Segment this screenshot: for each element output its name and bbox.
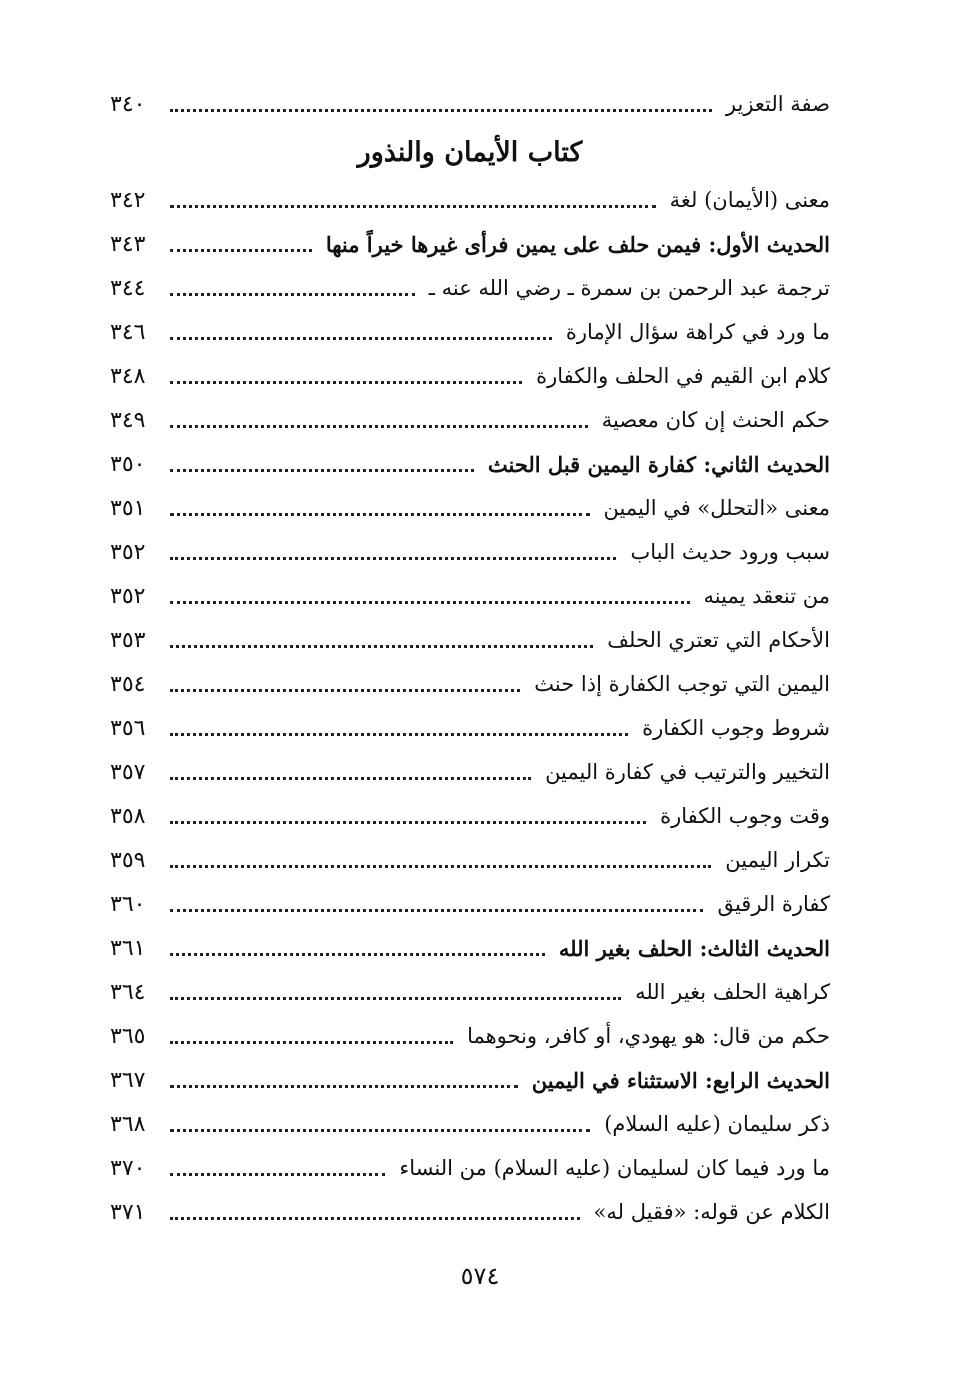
leader-dots [170,557,616,560]
toc-entry [110,398,830,442]
toc-entry-title: وقت وجوب الكفارة [660,804,830,828]
toc-entry [110,310,830,354]
toc-entry [110,1014,830,1058]
toc-entry-page: ٣٥١ [110,495,146,521]
toc-entry-page: ٣٥٦ [110,715,146,741]
toc-entry-title: التخيير والترتيب في كفارة اليمين [545,760,830,784]
toc-entry [110,838,830,882]
toc-entry [110,926,830,970]
toc-entry-page: ٣٥٤ [110,671,146,697]
toc-entry-page: ٣٦٨ [110,1111,146,1137]
toc-entry [110,1190,830,1234]
toc-entry-page: ٣٥٨ [110,803,146,829]
toc-entry [110,1146,830,1190]
toc-entry [110,1102,830,1146]
toc-entry-title: سبب ورود حديث الباب [630,540,830,564]
leader-dots [170,733,628,736]
toc-entry-page: ٣٦٤ [110,979,146,1005]
toc-entry-page: ٣٥٠ [110,451,146,477]
toc-entry [110,1058,830,1102]
toc-entry [110,970,830,1014]
toc-entry [110,530,830,574]
leader-dots [170,109,712,112]
toc-entry-page: ٣٧١ [110,1199,146,1225]
leader-dots [170,381,522,384]
toc-entry-title: الأحكام التي تعتري الحلف [607,628,830,652]
leader-dots [170,777,531,780]
leader-dots [170,953,545,956]
leader-dots [170,909,703,912]
toc-entry-title: الحديث الثاني: كفارة اليمين قبل الحنث [487,451,830,477]
toc-entry [110,662,830,706]
toc-entry-title: من تنعقد يمينه [703,584,830,608]
toc-entry-title: حكم الحنث إن كان معصية [601,408,830,432]
leader-dots [170,865,711,868]
toc-entry-title: اليمين التي توجب الكفارة إذا حنث [534,672,830,696]
table-of-contents [110,82,830,1234]
toc-entry-page: ٣٤٤ [110,275,146,301]
toc-entry [110,222,830,266]
toc-entry [110,574,830,618]
leader-dots [170,293,415,296]
toc-entry [110,750,830,794]
toc-entry-page: ٣٥٢ [110,539,146,565]
leader-dots [170,1041,453,1044]
leader-dots [170,1217,580,1220]
toc-entry [110,354,830,398]
toc-entry-page: ٣٥٩ [110,847,146,873]
leader-dots [170,601,690,604]
toc-entry-page: ٣٤٩ [110,407,146,433]
toc-entry-top [110,82,830,126]
leader-dots [170,205,656,208]
leader-dots [170,513,590,516]
section-heading: كتاب الأيمان والنذور [357,136,583,168]
toc-entry-title: الحديث الثالث: الحلف بغير الله [558,935,830,961]
toc-entry-page: ٣٤٠ [110,91,146,117]
toc-entry-title: صفة التعزير [725,92,830,116]
toc-entry-page: ٣٤٦ [110,319,146,345]
toc-entry-page: ٣٦٧ [110,1067,146,1093]
toc-entry-page: ٣٤٣ [110,231,146,257]
toc-entry-title: شروط وجوب الكفارة [642,716,830,740]
toc-entry-page: ٣٥٧ [110,759,146,785]
toc-entry-page: ٣٦٥ [110,1023,146,1049]
toc-entry-page: ٣٦١ [110,935,146,961]
leader-dots [170,1085,518,1088]
toc-entry [110,794,830,838]
leader-dots [170,645,593,648]
leader-dots [170,469,474,472]
toc-entry-page: ٣٤٢ [110,187,146,213]
toc-entry-title: كراهية الحلف بغير الله [635,980,830,1004]
toc-entry-title: ما ورد في كراهة سؤال الإمارة [565,320,830,344]
leader-dots [170,425,588,428]
toc-entry-title: تكرار اليمين [725,848,830,872]
leader-dots [170,821,646,824]
leader-dots [170,997,621,1000]
toc-entry [110,266,830,310]
toc-entry-title: ذكر سليمان (عليه السلام) [604,1112,830,1136]
toc-entry-title: الحديث الأول: فيمن حلف على يمين فرأى غيرها خيراً منها [325,231,830,257]
toc-entry [110,618,830,662]
toc-entry-title: الكلام عن قوله: «فقيل له» [593,1200,830,1224]
toc-entry-page: ٣٥٢ [110,583,146,609]
toc-entry-title: كفارة الرقيق [717,892,830,916]
toc-entry-title: ترجمة عبد الرحمن بن سمرة ـ رضي الله عنه ـ [428,276,830,300]
toc-entry [110,178,830,222]
toc-entry-page: ٣٥٣ [110,627,146,653]
toc-entry-title: حكم من قال: هو يهودي، أو كافر، ونحوهما [467,1024,830,1048]
toc-entry [110,706,830,750]
toc-entry [110,882,830,926]
toc-entry-page: ٣٧٠ [110,1155,146,1181]
leader-dots [170,249,312,252]
leader-dots [170,689,520,692]
toc-entry-title: معنى «التحلل» في اليمين [603,496,830,520]
leader-dots [170,337,552,340]
toc-entry-title: الحديث الرابع: الاستثناء في اليمين [531,1067,830,1093]
toc-entry-title: ما ورد فيما كان لسليمان (عليه السلام) من النساء [399,1156,830,1180]
toc-entries [110,178,830,1234]
toc-entry-title: كلام ابن القيم في الحلف والكفارة [536,364,830,388]
leader-dots [170,1129,590,1132]
toc-entry [110,442,830,486]
toc-entry [110,486,830,530]
toc-entry-page: ٣٤٨ [110,363,146,389]
toc-entry-page: ٣٦٠ [110,891,146,917]
page-number: ٥٧٤ [460,1262,500,1290]
toc-entry-title: معنى (الأيمان) لغة [669,188,830,212]
leader-dots [170,1173,385,1176]
